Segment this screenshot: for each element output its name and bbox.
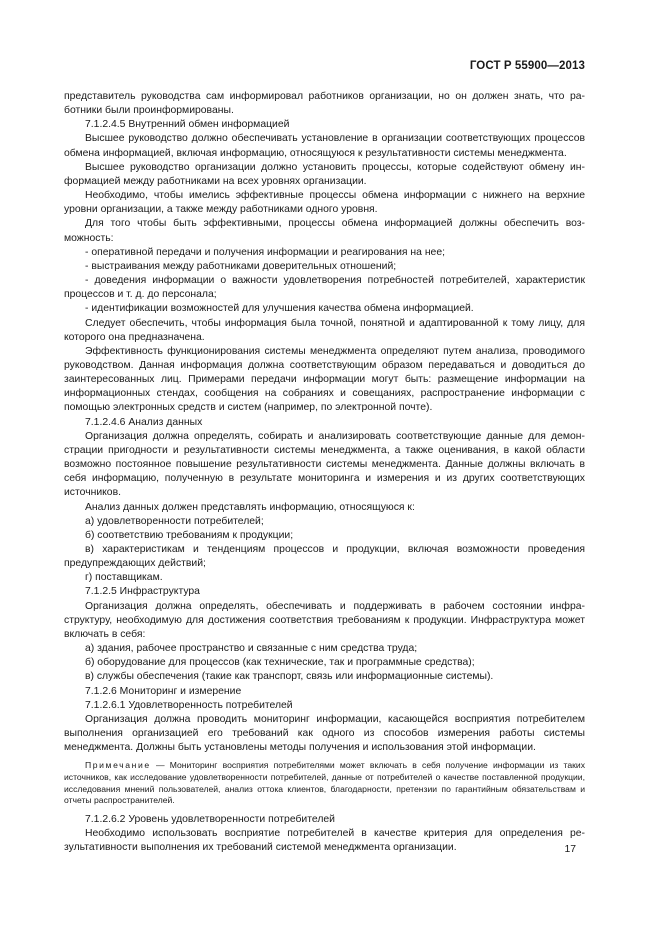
text-line: г) поставщикам.: [85, 572, 163, 584]
text-paragraph: Необходимо, чтобы имелись эффективные процессы обмена информации с нижнего на верхние уровни организации, а также между работниками одного уровня.: [64, 190, 585, 216]
text-paragraph: - доведения информации о важности удовлетворения потребностей потребителей, характеристик процессов и т. д. до персонала;: [64, 275, 585, 301]
note-label: Примечание: [85, 760, 151, 771]
text-line: 7.1.2.6 Мониторинг и измерение: [85, 685, 242, 697]
text-paragraph: Необходимо использовать восприятие потребителей в качестве критерия для определения результативности выполнения их требований системой менеджмента организации.: [64, 827, 585, 854]
text-line: - выстраивания между работниками доверительных отношений;: [85, 260, 397, 272]
text-line: 7.1.2.4.5 Внутренний обмен информацией: [85, 119, 290, 131]
text-line: - оперативной передачи и получения информации и реагирования на нее;: [85, 246, 445, 258]
text-paragraph: представитель руководства сам информировал работников организации, но он должен знать, что работники были проинформированы.: [64, 91, 585, 117]
text-line: 7.1.2.6.2 Уровень удовлетворенности потребителей: [85, 813, 335, 825]
text-line: 7.1.2.5 Инфраструктура: [85, 586, 200, 598]
page-number: 17: [564, 844, 576, 855]
text-line: Анализ данных должен представлять информацию, относящуюся к:: [85, 501, 415, 513]
text-line: - идентификации возможностей для улучшения качества обмена информацией.: [85, 303, 474, 315]
page-body: [64, 90, 585, 855]
note-paragraph: [64, 760, 585, 806]
text-line: 7.1.2.4.6 Анализ данных: [85, 416, 203, 428]
text-paragraph: Организация должна определять, собирать и анализировать соответствующие данные для демонстрации пригодности и результативности системы менеджмента, а также оценивания, в какой области возможно постоянное повышение результативности системы менеджмента. Данные должны включать в себя информацию, полученную в результате мониторинга и измерения и из других соответствующих источников.: [64, 430, 585, 499]
standard-designation: ГОСТ Р 55900—2013: [469, 60, 585, 72]
text-paragraph: в) характеристикам и тенденциям процессов и продукции, включая возможности проведения предупреждающих действий;: [64, 544, 585, 570]
text-line: в) службы обеспечения (такие как транспорт, связь или информационные системы).: [85, 671, 494, 683]
text-line: 7.1.2.6.1 Удовлетворенность потребителей: [85, 699, 293, 711]
text-line: б) оборудование для процессов (как технические, так и программные средства);: [85, 657, 475, 669]
text-paragraph: Высшее руководство должно обеспечивать установление в организации соответствующих процессов обмена информацией, включая информацию, относящуюся к результативности системы менеджмента.: [64, 133, 585, 159]
text-paragraph: Высшее руководство организации должно установить процессы, которые содействуют обмену информацией между работниками на всех уровнях организации.: [64, 161, 585, 187]
text-paragraph: Организация должна проводить мониторинг информации, касающейся восприятия потребителем выполнения организацией его требований как одного из способов измерения работы системы менеджмента. Должны быть установлены методы получения и использования этой информации.: [64, 713, 585, 754]
text-paragraph: Эффективность функционирования системы менеджмента определяют путем анализа, проводимого руководством. Данная информация должна соответствующим образом передаваться и доводиться до заинтересованных лиц. Примерами передачи информации могут быть: размещение информации на информационных стендах, сообщения на собраниях и совещаниях, распространение информации с помощью электронных средств и систем (например, по электронной почте).: [64, 345, 585, 414]
note-text: — Мониторинг восприятия потребителями может включать в себя получение информации из таких источников, как исследование удовлетворенности потребителей, данные от потребителей о качестве поставленной продукции, исследования мнений пользователей, анализ оттока клиентов, благодарности, претензии по гарантийным обязательствам и отчеты распространителей.: [64, 760, 585, 806]
text-line: б) соответствию требованиям к продукции;: [85, 529, 294, 541]
text-paragraph: Для того чтобы быть эффективными, процессы обмена информацией должны обеспечить возможность:: [64, 218, 585, 244]
text-paragraph: Организация должна определять, обеспечивать и поддерживать в рабочем состоянии инфраструктуру, необходимую для достижения соответствия требованиям к продукции. Инфраструктура может включать в себя:: [64, 600, 585, 640]
text-line: а) здания, рабочее пространство и связанные с ним средства труда;: [85, 643, 418, 655]
text-line: а) удовлетворенности потребителей;: [85, 515, 264, 527]
text-paragraph: Следует обеспечить, чтобы информация была точной, понятной и адаптированной к тому лицу, для которого она предназначена.: [64, 317, 585, 343]
